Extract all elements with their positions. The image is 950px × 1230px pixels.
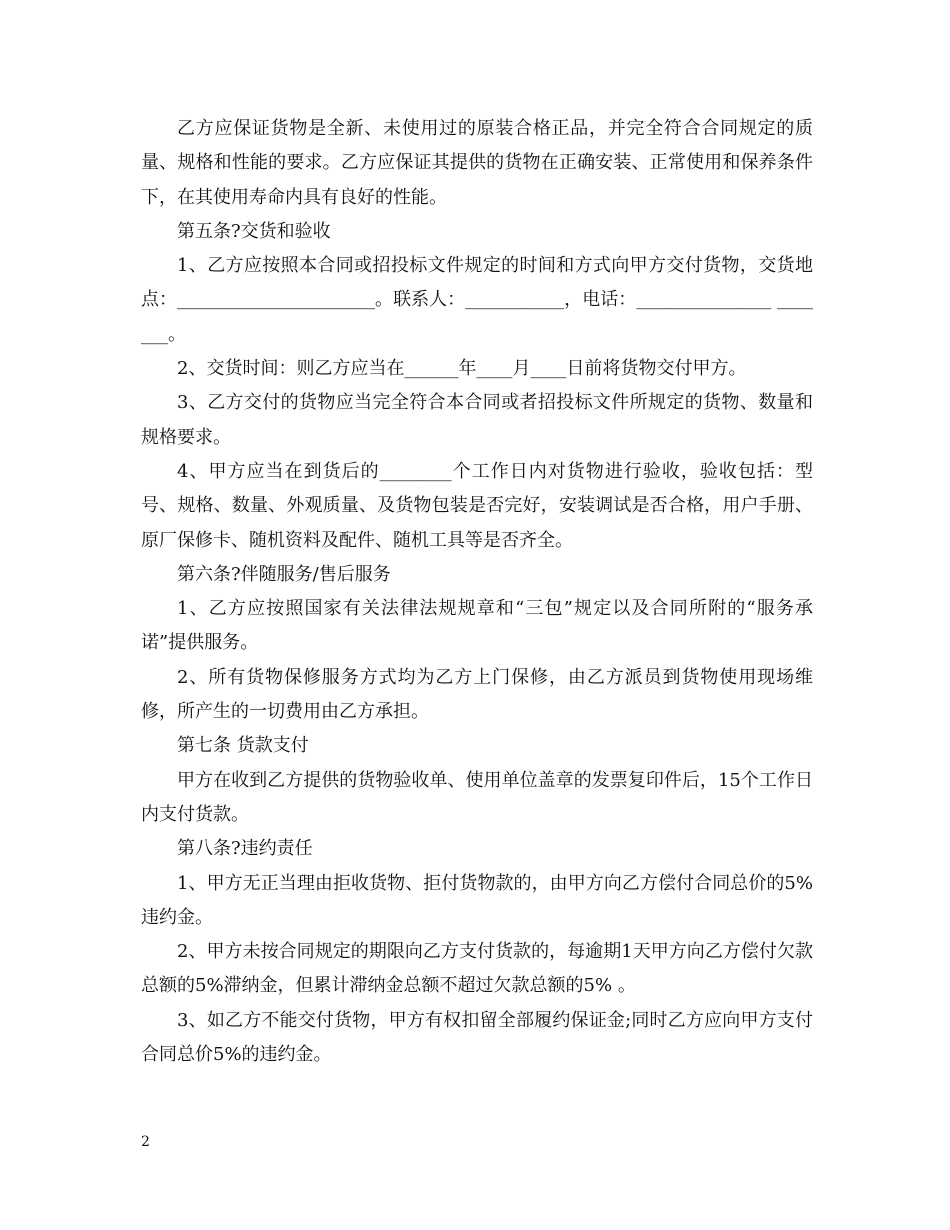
paragraph-acceptance-inspection: 4、甲方应当在到货后的________个工作日内对货物进行验收，验收包括：型号、规格、数量、外观质量、及货物包装是否完好，安装调试是否合格，用户手册、原厂保修卡、随机资料及配件、随机工具等是否齐全。 bbox=[141, 460, 813, 551]
paragraph-warranty-service: 2、所有货物保修服务方式均为乙方上门保修，由乙方派员到货物使用现场维修，所产生的一切费用由乙方承担。 bbox=[141, 666, 813, 723]
paragraph-payment: 甲方在收到乙方提供的货物验收单、使用单位盖章的发票复印件后，15个工作日内支付货款。 bbox=[141, 769, 813, 825]
article-5-heading: 第五条?交货和验收 bbox=[177, 220, 331, 242]
paragraph-non-delivery-penalty: 3、如乙方不能交付货物，甲方有权扣留全部履约保证金;同时乙方应向甲方支付合同总价5%的违约金。 bbox=[141, 1009, 813, 1066]
paragraph-service-commitment: 1、乙方应按照国家有关法律法规规章和“三包”规定以及合同所附的“服务承诺”提供服务。 bbox=[141, 598, 813, 654]
paragraph-delivery-location: 1、乙方应按照本合同或招投标文件规定的时间和方式向甲方交付货物，交货地点：______________________。联系人：___________，电话：_______________ _______。 bbox=[141, 255, 813, 345]
document-body bbox=[141, 112, 813, 1072]
article-8-heading: 第八条?违约责任 bbox=[177, 838, 313, 860]
paragraph-late-payment-penalty: 2、甲方未按合同规定的期限向乙方支付货款的，每逾期1天甲方向乙方偿付欠款总额的5%滞纳金，但累计滞纳金总额不超过欠款总额的5% 。 bbox=[141, 941, 813, 997]
page-number: 2 bbox=[141, 1134, 150, 1150]
paragraph-delivery-time: 2、交货时间：则乙方应当在______年____月____日前将货物交付甲方。 bbox=[177, 358, 747, 380]
article-6-heading: 第六条?伴随服务/售后服务 bbox=[177, 563, 391, 585]
paragraph-delivery-requirements: 3、乙方交付的货物应当完全符合本合同或者招投标文件所规定的货物、数量和规格要求。 bbox=[141, 392, 813, 448]
paragraph-rejection-penalty: 1、甲方无正当理由拒收货物、拒付货物款的，由甲方向乙方偿付合同总价的5%违约金。 bbox=[141, 872, 813, 928]
article-7-heading: 第七条 货款支付 bbox=[177, 735, 309, 757]
paragraph-quality-guarantee: 乙方应保证货物是全新、未使用过的原装合格正品，并完全符合合同规定的质量、规格和性能的要求。乙方应保证其提供的货物在正确安装、正常使用和保养条件下，在其使用寿命内具有良好的性能。 bbox=[141, 118, 813, 208]
